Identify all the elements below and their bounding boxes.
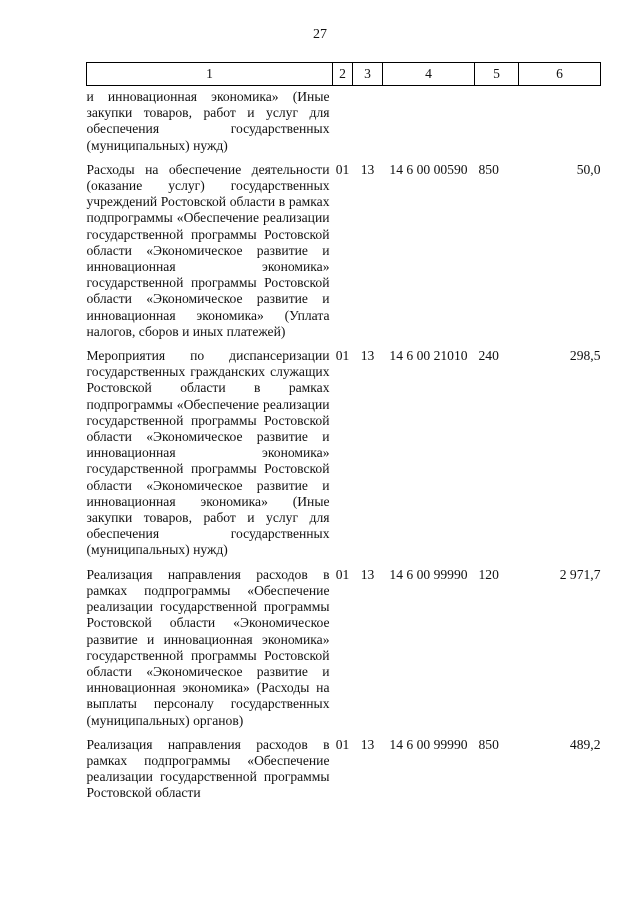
row-description: Реализация направления расходов в рамках подпрограммы «Обеспечение реализации государственной программы Ростовской области bbox=[86, 736, 330, 801]
row-description: Расходы на обеспечение деятельности (оказание услуг) государственных учреждений Ростовской области в рамках подпрограммы «Обеспечение реализации государственной программы Ростовской области «Экономическое развитие и инновационная экономика» государственной программы Ростовской области «Экономическое развитие и инновационная экономика» (Уплата налогов, сборов и иных платежей) bbox=[86, 161, 330, 339]
table-row bbox=[87, 86, 601, 162]
table-row bbox=[87, 567, 601, 737]
row-subsection: 13 bbox=[360, 161, 375, 177]
table-row bbox=[87, 737, 601, 810]
row-amount: 489,2 bbox=[569, 736, 601, 752]
row-description: и инновационная экономика» (Иные закупки товаров, работ и услуг для обеспечения государственных (муниципальных) нужд) bbox=[86, 89, 330, 153]
row-expense-type: 120 bbox=[478, 566, 499, 582]
column-header-6: 6 bbox=[519, 63, 601, 86]
row-target-article: 14 6 00 99990 bbox=[389, 736, 468, 752]
row-amount: 2 971,7 bbox=[559, 566, 601, 582]
row-section: 01 bbox=[335, 566, 350, 582]
column-header-1: 1 bbox=[87, 63, 333, 86]
row-amount: 298,5 bbox=[569, 348, 601, 364]
row-expense-type: 240 bbox=[478, 348, 499, 364]
row-description: Реализация направления расходов в рамках подпрограммы «Обеспечение реализации государственной программы Ростовской области «Экономическое развитие и инновационная экономика» государственной программы Ростовской области «Экономическое развитие и инновационная экономика» (Расходы на выплаты персоналу государственных (муниципальных) органов) bbox=[86, 566, 330, 728]
row-amount: 50,0 bbox=[576, 161, 601, 177]
row-subsection: 13 bbox=[360, 566, 375, 582]
table-row bbox=[87, 162, 601, 348]
row-target-article: 14 6 00 00590 bbox=[389, 161, 468, 177]
column-header-5: 5 bbox=[475, 63, 519, 86]
row-section: 01 bbox=[335, 736, 350, 752]
row-description: Мероприятия по диспансеризации государственных гражданских служащих Ростовской области в рамках подпрограммы «Обеспечение реализации государственной программы Ростовской области «Экономическое развитие и инновационная экономика» государственной программы Ростовской области «Экономическое развитие и инновационная экономика» (Иные закупки товаров, работ и услуг для обеспечения государственных (муниципальных) нужд) bbox=[86, 348, 330, 558]
row-expense-type: 850 bbox=[478, 736, 499, 752]
row-target-article: 14 6 00 99990 bbox=[389, 566, 468, 582]
row-amount bbox=[519, 86, 601, 162]
row-target-article: 14 6 00 21010 bbox=[389, 348, 468, 364]
row-section: 01 bbox=[335, 161, 350, 177]
row-subsection: 13 bbox=[360, 736, 375, 752]
budget-table bbox=[86, 62, 601, 810]
row-subsection: 13 bbox=[360, 348, 375, 364]
column-header-2: 2 bbox=[333, 63, 353, 86]
table-row bbox=[87, 348, 601, 567]
column-header-4: 4 bbox=[383, 63, 475, 86]
row-expense-type bbox=[475, 86, 519, 162]
page-number: 27 bbox=[313, 27, 327, 42]
column-header-3: 3 bbox=[353, 63, 383, 86]
row-subsection bbox=[353, 86, 383, 162]
row-section: 01 bbox=[335, 348, 350, 364]
row-section bbox=[333, 86, 353, 162]
row-expense-type: 850 bbox=[478, 161, 499, 177]
row-target-article bbox=[383, 86, 475, 162]
header-row bbox=[87, 63, 601, 86]
